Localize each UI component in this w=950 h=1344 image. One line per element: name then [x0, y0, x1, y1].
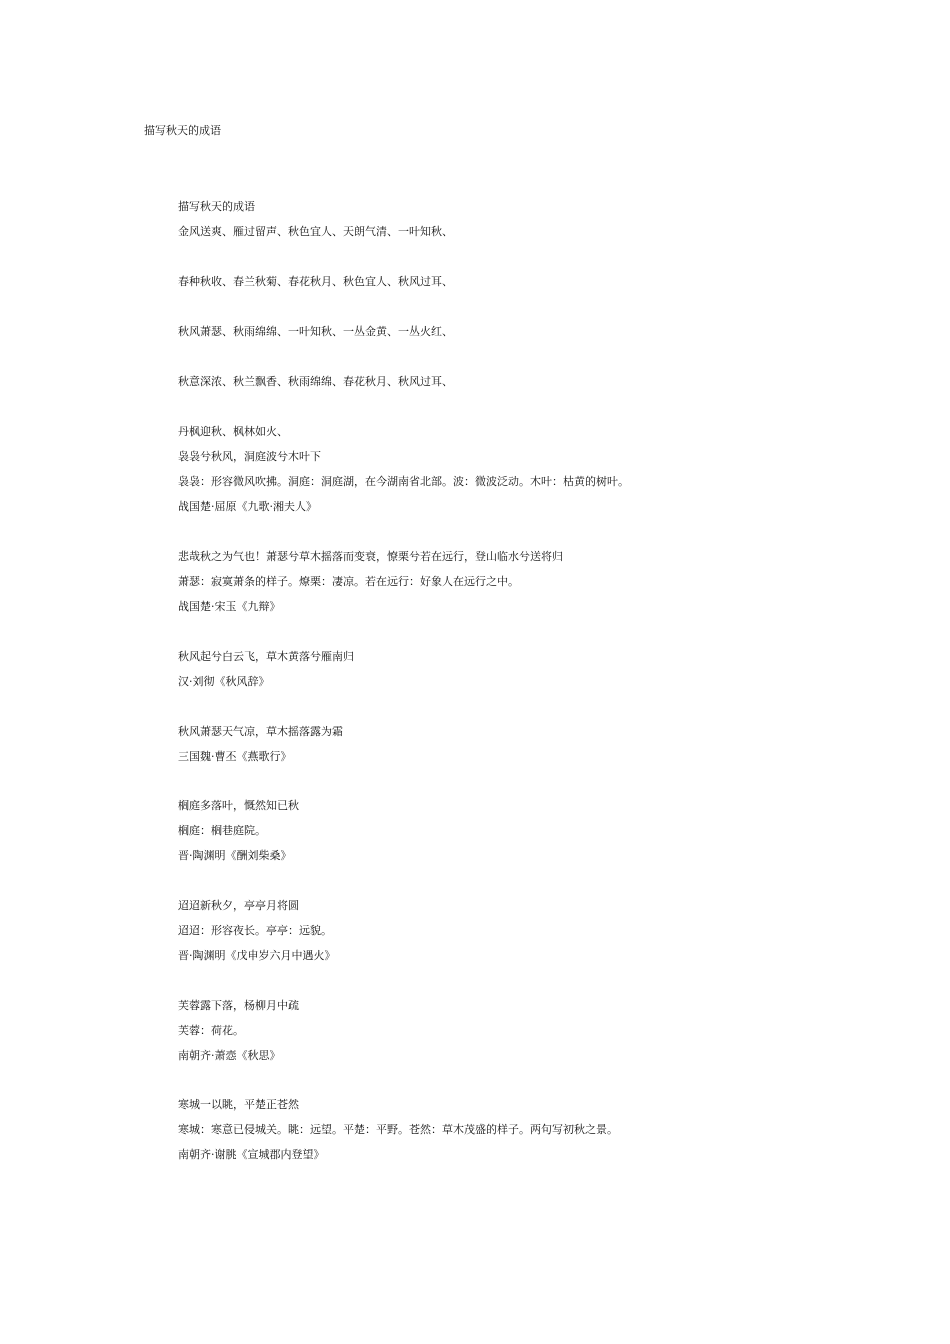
poem-source: 晋·陶渊明《戊申岁六月中遇火》: [178, 949, 336, 962]
idiom-line: 秋风萧瑟、秋雨绵绵、一叶知秋、一丛金黄、一丛火红、: [178, 325, 453, 338]
poem-source: 南朝齐·谢朓《宣城郡内登望》: [178, 1148, 325, 1161]
poem-verse: 悲哉秋之为气也！萧瑟兮草木摇落而变衰，憭栗兮若在远行，登山临水兮送将归: [178, 550, 563, 563]
idiom-line: 丹枫迎秋、枫林如火、: [178, 425, 288, 438]
poem-source: 南朝齐·萧悫《秋思》: [178, 1049, 281, 1062]
section-heading: 描写秋天的成语: [178, 200, 255, 213]
poem-source: 三国魏·曹丕《燕歌行》: [178, 750, 292, 763]
idiom-line: 秋意深浓、秋兰飘香、秋雨绵绵、春花秋月、秋风过耳、: [178, 375, 453, 388]
poem-verse: 榈庭多落叶，慨然知已秋: [178, 799, 299, 812]
poem-verse: 秋风萧瑟天气凉，草木摇落露为霜: [178, 725, 343, 738]
poem-verse: 迢迢新秋夕，亭亭月将圆: [178, 899, 299, 912]
poem-note: 袅袅：形容微风吹拂。洞庭：洞庭湖，在今湖南省北部。波：微波泛动。木叶：枯黄的树叶。: [178, 475, 629, 488]
document-title: 描写秋天的成语: [144, 124, 221, 137]
idiom-line: 春种秋收、春兰秋菊、春花秋月、秋色宜人、秋风过耳、: [178, 275, 453, 288]
poem-source: 晋·陶渊明《酬刘柴桑》: [178, 849, 292, 862]
poem-note: 寒城：寒意已侵城关。眺：远望。平楚：平野。苍然：草木茂盛的样子。两句写初秋之景。: [178, 1123, 618, 1136]
poem-source: 汉·刘彻《秋风辞》: [178, 675, 270, 688]
poem-note: 榈庭：榈巷庭院。: [178, 824, 266, 837]
poem-verse: 芙蓉露下落，杨柳月中疏: [178, 999, 299, 1012]
poem-note: 芙蓉：荷花。: [178, 1024, 244, 1037]
poem-source: 战国楚·屈原《九歌·湘夫人》: [178, 500, 317, 513]
poem-verse: 秋风起兮白云飞，草木黄落兮雁南归: [178, 650, 354, 663]
poem-note: 萧瑟：寂寞萧条的样子。燎栗：凄凉。若在远行：好象人在远行之中。: [178, 575, 519, 588]
poem-source: 战国楚·宋玉《九辩》: [178, 600, 281, 613]
poem-verse: 袅袅兮秋风，洞庭波兮木叶下: [178, 450, 321, 463]
poem-note: 迢迢：形容夜长。亭亭：远貌。: [178, 924, 332, 937]
poem-verse: 寒城一以眺，平楚正苍然: [178, 1098, 299, 1111]
idiom-line: 金风送爽、雁过留声、秋色宜人、天朗气清、一叶知秋、: [178, 225, 453, 238]
